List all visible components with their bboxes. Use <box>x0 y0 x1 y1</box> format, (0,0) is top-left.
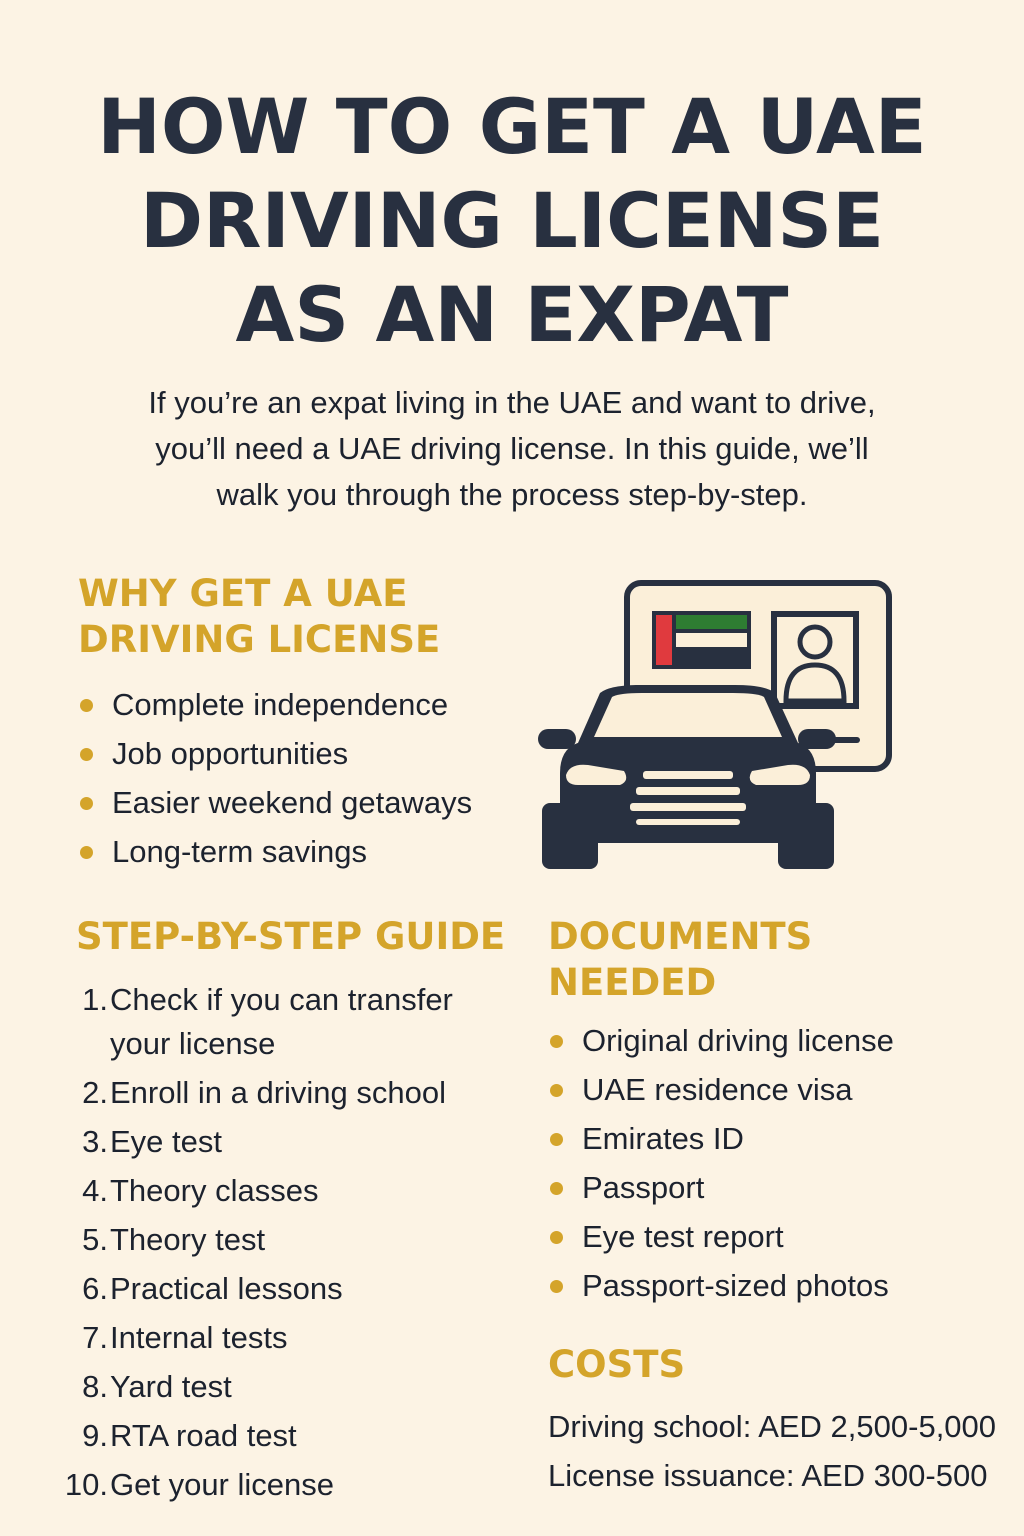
list-item <box>64 1365 470 1409</box>
list-item <box>548 1072 894 1121</box>
step-number: 3. <box>82 1124 108 1159</box>
bullet-dot-icon <box>80 699 93 712</box>
list-item <box>64 978 470 1066</box>
bullet-dot-icon <box>550 1182 563 1195</box>
costs-list <box>548 1402 996 1500</box>
step-number: 4. <box>82 1173 108 1208</box>
step-text: Practical lessons <box>110 1271 343 1306</box>
bullet-dot-icon <box>550 1084 563 1097</box>
list-item <box>548 1170 894 1219</box>
document-item-text: Eye test report <box>582 1219 784 1254</box>
document-item-text: UAE residence visa <box>582 1072 853 1107</box>
why-heading-line-2: DRIVING LICENSE <box>78 618 441 661</box>
list-item <box>78 736 472 785</box>
step-text: Check if you can transfer your license <box>110 982 453 1061</box>
list-item <box>64 1169 470 1213</box>
step-number: 10. <box>64 1467 108 1502</box>
list-item <box>64 1316 470 1360</box>
step-text: Theory classes <box>110 1173 319 1208</box>
bullet-dot-icon <box>80 748 93 761</box>
title-line-3: AS AN EXPAT <box>235 270 789 359</box>
cost-license-issuance: License issuance: AED 300-500 <box>548 1458 988 1493</box>
list-item <box>548 1121 894 1170</box>
person-photo-icon <box>771 611 859 709</box>
step-number: 1. <box>82 982 108 1017</box>
list-item <box>64 1267 470 1311</box>
page-title <box>0 80 1024 362</box>
list-item <box>548 1268 894 1317</box>
steps-list <box>64 978 470 1512</box>
costs-heading: COSTS <box>548 1343 686 1386</box>
why-item-text: Job opportunities <box>112 736 349 771</box>
list-item <box>548 1023 894 1072</box>
uae-flag-icon <box>654 613 749 667</box>
step-text: Enroll in a driving school <box>110 1075 447 1110</box>
documents-list <box>548 1023 894 1317</box>
why-item-text: Easier weekend getaways <box>112 785 473 820</box>
cost-driving-school: Driving school: AED 2,500-5,000 <box>548 1409 997 1444</box>
step-number: 9. <box>82 1418 108 1453</box>
bullet-dot-icon <box>550 1035 563 1048</box>
list-item <box>78 687 472 736</box>
step-text: Eye test <box>110 1124 222 1159</box>
why-item-text: Long-term savings <box>112 834 368 869</box>
bullet-dot-icon <box>80 797 93 810</box>
step-text: Get your license <box>110 1467 334 1502</box>
step-number: 6. <box>82 1271 108 1306</box>
steps-heading: STEP-BY-STEP GUIDE <box>76 915 506 958</box>
bullet-dot-icon <box>550 1231 563 1244</box>
why-heading-line-1: WHY GET A UAE <box>78 572 408 615</box>
list-item <box>64 1071 470 1115</box>
list-item <box>78 834 472 883</box>
step-text: Yard test <box>110 1369 232 1404</box>
bullet-dot-icon <box>550 1133 563 1146</box>
why-item-text: Complete independence <box>112 687 449 722</box>
intro-line-3: walk you through the process step-by-step. <box>216 477 808 512</box>
why-heading <box>78 571 440 663</box>
bullet-dot-icon <box>80 846 93 859</box>
step-number: 5. <box>82 1222 108 1257</box>
documents-heading-line-2: NEEDED <box>548 961 717 1004</box>
step-text: RTA road test <box>110 1418 297 1453</box>
documents-heading-line-1: DOCUMENTS <box>548 915 813 958</box>
step-text: Internal tests <box>110 1320 288 1355</box>
list-item <box>64 1120 470 1164</box>
document-item-text: Passport-sized photos <box>582 1268 889 1303</box>
license-and-car-illustration <box>530 575 900 875</box>
list-item <box>78 785 472 834</box>
list-item <box>548 1219 894 1268</box>
why-list <box>78 687 472 883</box>
step-number: 7. <box>82 1320 108 1355</box>
step-number: 2. <box>82 1075 108 1110</box>
list-item <box>64 1218 470 1262</box>
title-line-1: HOW TO GET A UAE <box>97 82 927 171</box>
intro-paragraph <box>100 380 924 518</box>
document-item-text: Emirates ID <box>582 1121 744 1156</box>
title-line-2: DRIVING LICENSE <box>139 176 885 265</box>
intro-line-2: you’ll need a UAE driving license. In this guide, we’ll <box>155 431 869 466</box>
step-text: Theory test <box>110 1222 266 1257</box>
list-item <box>64 1414 470 1458</box>
document-item-text: Passport <box>582 1170 705 1205</box>
document-item-text: Original driving license <box>582 1023 894 1058</box>
bullet-dot-icon <box>550 1280 563 1293</box>
step-number: 8. <box>82 1369 108 1404</box>
intro-line-1: If you’re an expat living in the UAE and want to drive, <box>148 385 876 420</box>
list-item <box>64 1463 470 1507</box>
documents-heading <box>548 914 812 1006</box>
